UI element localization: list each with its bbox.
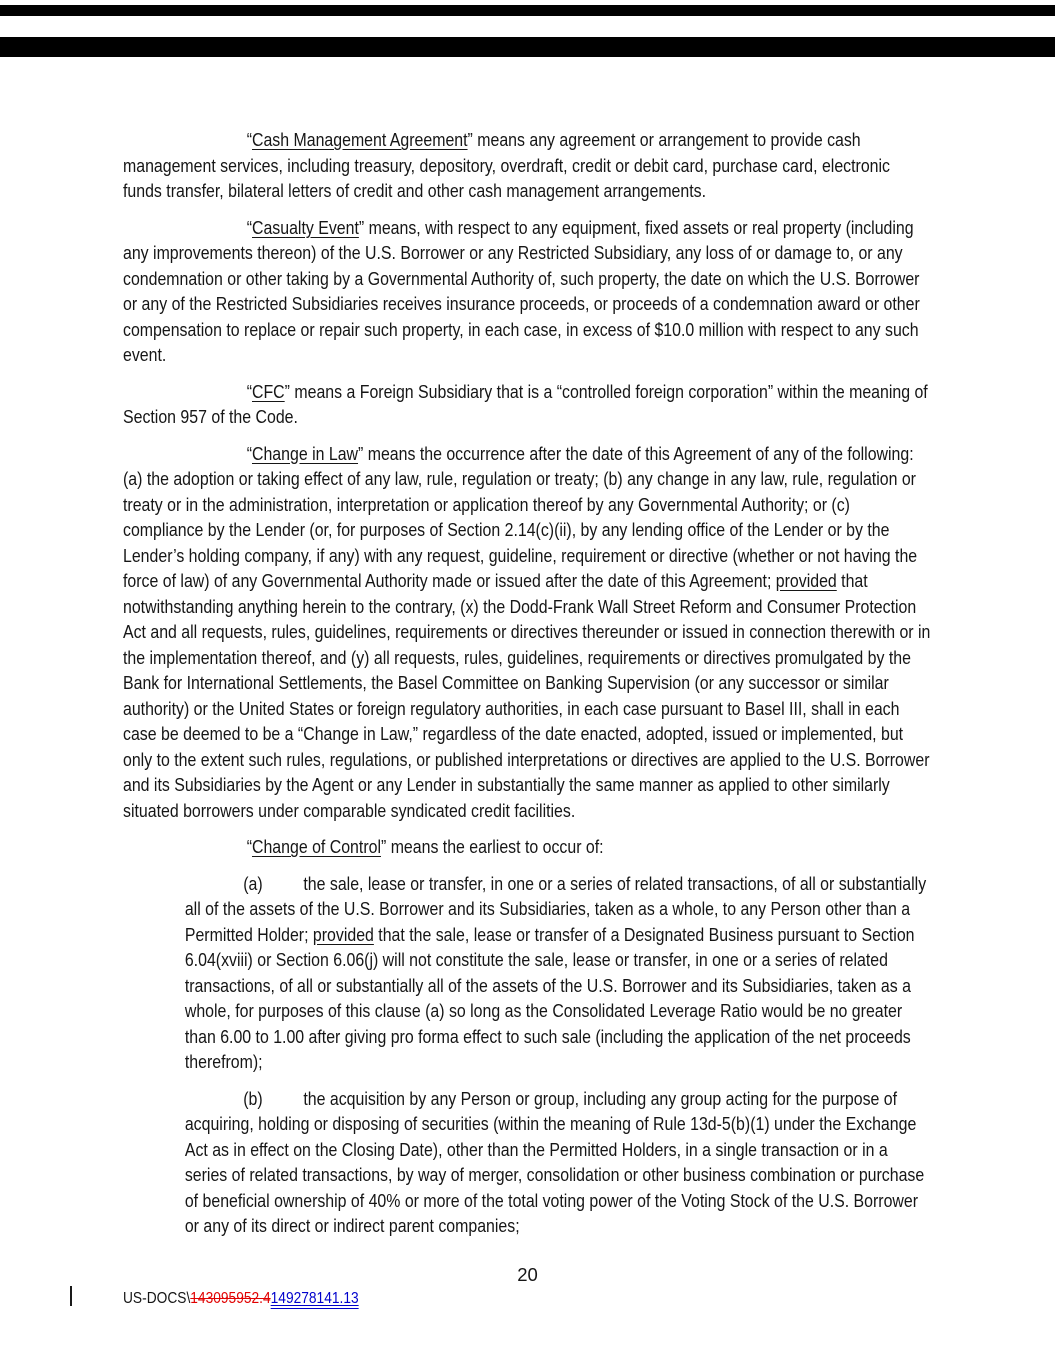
text-segment: “: [246, 836, 252, 857]
text-segment: that notwithstanding anything herein to the contrary, (x) the Dodd-Frank Wall Street Reform and Consumer Protection Act and all requests, rules, guidelines, requirements or directives thereunder or issued in connection therewith or in the implementation thereof, and (y) all requests, rules, guidelines, requirements or directives promulgated by the Bank for International Settlements, the Basel Committee on Banking Supervision (or any successor or similar authority) or the United States or foreign regulatory authorities, in each case pursuant to Basel III, shall in each case be deemed to be a “Change in Law,” regardless of the date enacted, adopted, issued or implemented, but only to the extent such rules, regulations, or published interpretations or directives are applied to the U.S. Borrower and its Subsidiaries by the Agent or any Lender in substantially the same manner as applied to other similarly situated borrowers under comparable syndicated credit facilities.: [123, 570, 931, 821]
text-segment: “: [246, 380, 252, 402]
definition-paragraph: [123, 215, 930, 368]
scan-artifact-bar-second: [0, 37, 1055, 57]
clause-paragraph: [123, 1086, 930, 1239]
underlined-term: Cash Management Agreement: [251, 129, 468, 150]
page-number: 20: [517, 1264, 538, 1285]
clause-label: (a): [243, 872, 263, 894]
text-segment: ” means, with respect to any equipment, fixed assets or real property (including any improvements thereon) of the U.S. Borrower or any Restricted Subsidiary, any loss of or damage to, or any condemnation or other taking by a Governmental Authority of, such property, the date on which the U.S. Borrower or any of the Restricted Subsidiaries receives insurance proceeds, or proceeds of a condemnation award or other compensation to replace or repair such property, in each case, in excess of $10.0 million with respect to any such event.: [123, 216, 920, 365]
underlined-term: Change of Control: [251, 836, 381, 857]
doc-id: [123, 1289, 359, 1308]
text-segment: ” means the occurrence after the date of this Agreement of any of the following: (a) the adoption or taking effect of any law, rule, regulation or treaty; (b) any change in any law, rule, regulation or treaty or in the administration, interpretation or application thereof by any Governmental Authority; or (c) compliance by the Lender (or, for purposes of Section 2.14(c)(ii), by any lending office of the Lender or by the Lender’s holding company, if any) with any request, guideline, requirement or directive (whether or not having the force of law) of any Governmental Authority made or issued after the date of this Agreement;: [123, 442, 919, 591]
text-segment: “: [246, 129, 252, 150]
clause-label: (b): [243, 1087, 263, 1109]
underlined-term: provided: [312, 923, 374, 945]
doc-id-prefix: US-DOCS\: [123, 1290, 191, 1307]
definition-paragraph: [123, 441, 930, 824]
text-segment: “: [246, 442, 252, 464]
scan-artifact-bar-top: [0, 5, 1055, 16]
text-segment: that the sale, lease or transfer of a Designated Business pursuant to Section 6.04(xviii) or Section 6.06(j) will not constitute the sale, lease or transfer, in one or a series of related transactions, of all or substantially all of the assets of the U.S. Borrower and its Subsidiaries, taken as a whole, for purposes of this clause (a) so long as the Consolidated Leverage Ratio would be no greater than 6.00 to 1.00 after giving pro forma effect to such sale (including the application of the net proceeds therefrom);: [184, 923, 915, 1072]
definition-paragraph: [123, 834, 930, 860]
doc-id-inserted: 149278141.13: [270, 1290, 359, 1307]
text-segment: the sale, lease or transfer, in one or a series of related transactions, of all or substantially all of the assets of the U.S. Borrower and its Subsidiaries, taken as a whole, to any Person other than a Permitted Holder;: [184, 872, 927, 945]
text-segment: the acquisition by any Person or group, including any group acting for the purpose of acquiring, holding or disposing of securities (within the meaning of Rule 13d-5(b)(1) under the Exchange Act as in effect on the Closing Date), other than the Permitted Holders, in a single transaction or in a series of related transactions, by way of merger, consolidation or other business combination or purchase of beneficial ownership of 40% or more of the total voting power of the Voting Stock of the U.S. Borrower or any of its direct or indirect parent companies;: [184, 1087, 925, 1236]
doc-id-deleted: 143095952.4: [190, 1290, 271, 1307]
definition-paragraph: [123, 379, 930, 430]
underlined-term: Change in Law: [251, 442, 359, 464]
definition-paragraph: [123, 127, 930, 204]
change-bar: [70, 1286, 72, 1306]
document-body: [123, 127, 930, 1250]
clause-paragraph: [123, 871, 930, 1075]
text-segment: ” means the earliest to occur of:: [380, 836, 604, 857]
underlined-term: Casualty Event: [251, 216, 359, 238]
text-segment: ” means any agreement or arrangement to provide cash management services, including treasury, depository, overdraft, credit or debit card, purchase card, electronic funds transfer, bilateral letters of credit and other cash management arrangements.: [123, 129, 890, 201]
underlined-term: provided: [775, 570, 837, 591]
underlined-term: CFC: [251, 380, 285, 402]
text-segment: “: [246, 216, 252, 238]
text-segment: ” means a Foreign Subsidiary that is a “controlled foreign corporation” within the meaning of Section 957 of the Code.: [123, 380, 928, 427]
